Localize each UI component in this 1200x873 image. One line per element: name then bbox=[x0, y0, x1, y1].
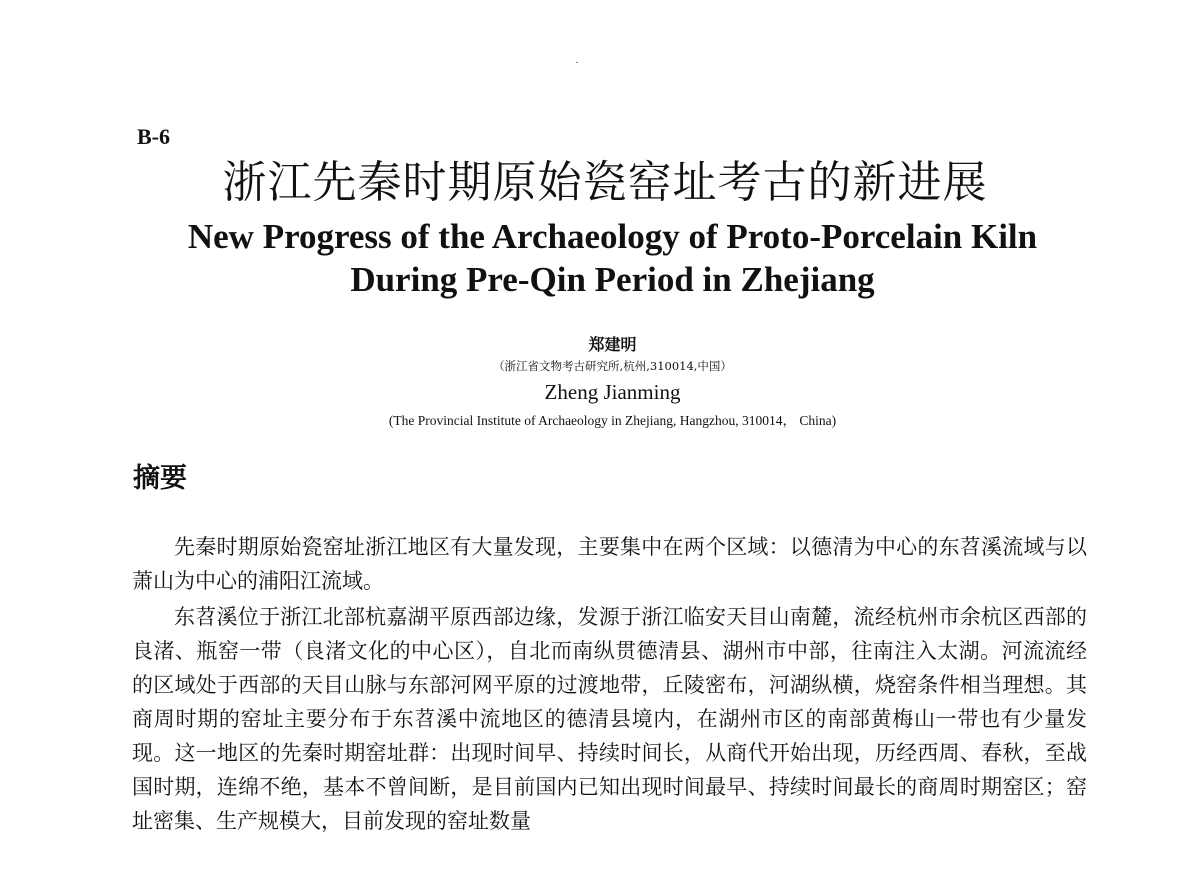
abstract-paragraph: 先秦时期原始瓷窑址浙江地区有大量发现，主要集中在两个区域：以德清为中心的东苕溪流域与以萧山为中心的浦阳江流域。 bbox=[132, 535, 1087, 593]
paper-label: B-6 bbox=[137, 124, 170, 149]
affiliation-english: (The Provincial Institute of Archaeology in Zhejiang, Hangzhou, 310014， China) bbox=[388, 413, 837, 428]
title-english-line-2: During Pre-Qin Period in Zhejiang bbox=[350, 260, 875, 299]
scan-speck bbox=[576, 62, 578, 63]
author-chinese: 郑建明 bbox=[588, 335, 637, 354]
affiliation-chinese: （浙江省文物考古研究所,杭州,310014,中国） bbox=[493, 359, 732, 373]
title-english bbox=[0, 215, 1200, 301]
abstract-body bbox=[132, 530, 1087, 840]
author-english: Zheng Jianming bbox=[544, 380, 681, 404]
abstract-heading: 摘要 bbox=[133, 463, 187, 494]
title-chinese: 浙江先秦时期原始瓷窑址考古的新进展 bbox=[222, 157, 988, 208]
abstract-paragraph: 东苕溪位于浙江北部杭嘉湖平原西部边缘，发源于浙江临安天目山南麓，流经杭州市余杭区西部的良渚、瓶窑一带（良渚文化的中心区），自北而南纵贯德清县、湖州市中部，往南注入太湖。河流流经的区域处于西部的天目山脉与东部河网平原的过渡地带，丘陵密布，河湖纵横，烧窑条件相当理想。其商周时期的窑址主要分布于东苕溪中流地区的德清县境内，在湖州市区的南部黄梅山一带也有少量发现。这一地区的先秦时期窑址群：出现时间早、持续时间长，从商代开始出现，历经西周、春秋，至战国时期，连绵不绝，基本不曾间断，是目前国内已知出现时间最早、持续时间最长的商周时期窑区；窑址密集、生产规模大，目前发现的窑址数量 bbox=[132, 605, 1087, 833]
title-english-line-1: New Progress of the Archaeology of Proto-Porcelain Kiln bbox=[187, 217, 1038, 256]
